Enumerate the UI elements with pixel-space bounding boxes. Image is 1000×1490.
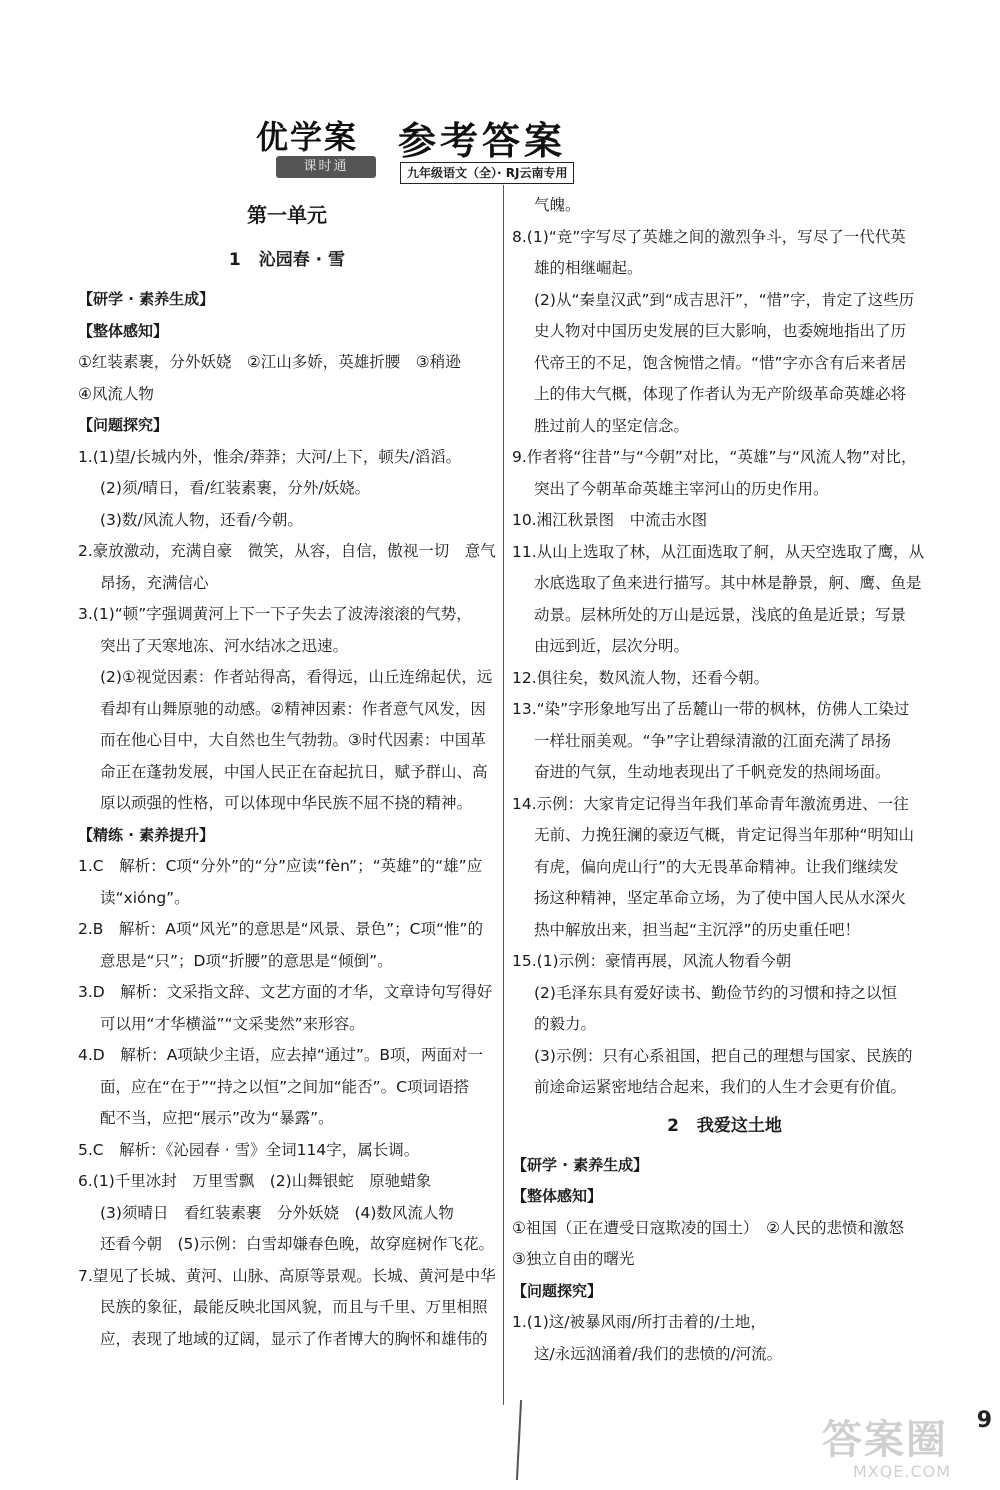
answer-line: 奋进的气氛，生动地表现出了千帆竞发的热闹场面。 xyxy=(534,763,891,781)
answer-line: 动景。层林所处的万山是远景，浅底的鱼是近景；写景 xyxy=(534,605,907,624)
book-subtitle: 九年级语文（全）· RJ云南专用 xyxy=(400,162,574,184)
page-header xyxy=(250,112,610,182)
answer-line: 13.“染”字形象地写出了岳麓山一带的枫林，仿佛人工染过 xyxy=(512,700,910,718)
answer-line: 读“xióng”。 xyxy=(100,888,190,907)
answer-line: 民族的象征，最能反映北国风貌，而且与千里、万里相照 xyxy=(100,1298,488,1316)
answer-line: 1.(1)这/被暴风雨/所打击着的/土地， xyxy=(512,1313,766,1331)
answer-line: 无前、力挽狂澜的豪迈气概，肯定记得当年那种“明知山 xyxy=(534,826,915,844)
answer-line: 热中解放出来，担当起“主沉浮”的历史重任吧！ xyxy=(534,920,861,939)
section-heading: 【整体感知】 xyxy=(512,1187,603,1205)
answer-line: 2.B 解析：A项“风光”的意思是“风景、景色”；C项“惟”的 xyxy=(78,920,484,938)
watermark-logo: 答案圈 xyxy=(822,1416,948,1463)
answer-line: 一样壮丽美观。“争”字让碧绿清澈的江面充满了昂扬 xyxy=(534,731,892,750)
answer-line: 3.D 解析：文采指文辞、文艺方面的才华，文章诗句写得好 xyxy=(78,983,493,1001)
watermark-url: MXQE.COM xyxy=(852,1462,952,1481)
answer-line: 2.豪放激动，充满自豪 微笑，从容，自信，傲视一切 意气 xyxy=(78,542,496,560)
answer-line: 意思是“只”；D项“折腰”的意思是“倾倒”。 xyxy=(100,951,393,970)
answer-line: 看却有山舞原驰的动感。②精神因素：作者意气风发，因 xyxy=(100,699,486,718)
answer-line: 12.俱往矣，数风流人物，还看今朝。 xyxy=(512,668,770,687)
answer-line: 上的伟大气概，体现了作者认为无产阶级革命英雄必将 xyxy=(534,385,907,403)
answer-line: (2)从“秦皇汉武”到“成吉思汗”，“惜”字，肯定了这些历 xyxy=(534,290,915,309)
answer-line: (3)示例：只有心系祖国，把自己的理想与国家、民族的 xyxy=(534,1046,913,1065)
answer-line: 14.示例：大家肯定记得当年我们革命青年激流勇进、一往 xyxy=(512,794,909,813)
lesson-title: 沁园春 · 雪 xyxy=(258,250,346,270)
lesson-number: 2 xyxy=(667,1115,679,1136)
section-heading: 【研学 · 素养生成】 xyxy=(512,1155,649,1174)
answer-line: 1.(1)望/长城内外，惟余/莽莽；大河/上下，顿失/滔滔。 xyxy=(78,447,462,466)
answer-line: (3)数/风流人物，还看/今朝。 xyxy=(100,510,303,529)
watermark xyxy=(822,1418,982,1482)
left-column xyxy=(78,190,496,1355)
answer-line: 15.(1)示例：豪情再展，风流人物看今朝 xyxy=(512,952,792,970)
section-heading: 【问题探究】 xyxy=(78,416,169,434)
answer-line: 3.(1)“顿”字强调黄河上下一下子失去了波涛滚滚的气势， xyxy=(78,605,472,623)
lesson-title: 我爱这土地 xyxy=(696,1115,782,1136)
answer-line: (2)①视觉因素：作者站得高，看得远，山丘连绵起伏，远 xyxy=(100,668,493,686)
answer-line: 有虎，偏向虎山行”的大无畏革命精神。让我们继续发 xyxy=(534,857,899,876)
answer-line: 5.C 解析：《沁园春 · 雪》全词114字，属长调。 xyxy=(78,1140,420,1159)
answer-line: 可以用“才华横溢”“文采斐然”来形容。 xyxy=(100,1014,365,1033)
answer-line: 配不当，应把“展示”改为“暴露”。 xyxy=(100,1109,334,1127)
answer-line: ④风流人物 xyxy=(78,384,154,403)
answer-line: 原以顽强的性格，可以体现中华民族不屈不挠的精神。 xyxy=(100,794,473,812)
answer-line: 4.D 解析：A项缺少主语，应去掉“通过”。B项，两面对一 xyxy=(78,1046,484,1064)
answer-line: 命正在蓬勃发展，中国人民正在奋起抗日，赋予群山、高 xyxy=(100,762,488,781)
right-column xyxy=(512,190,937,1370)
brand-logo: 优学案 xyxy=(256,118,359,156)
answer-line: 9.作者将“往昔”与“今朝”对比，“英雄”与“风流人物”对比， xyxy=(512,448,917,466)
answer-line: 的毅力。 xyxy=(534,1015,597,1033)
lesson-heading-1 xyxy=(78,238,496,282)
unit-heading: 第一单元 xyxy=(247,203,327,227)
answer-line: 代帝王的不足，饱含惋惜之情。“惜”字亦含有后来者居 xyxy=(534,353,907,372)
answer-line: 扬这种精神，坚定革命立场，为了使中国人民从水深火 xyxy=(534,889,907,907)
brand-subtitle: 课时通 xyxy=(276,156,376,178)
answer-line: 7.望见了长城、黄河、山脉、高原等景观。长城、黄河是中华 xyxy=(78,1266,496,1285)
answer-line: ①祖国（正在遭受日寇欺凌的国土） ②人民的悲愤和激怒 xyxy=(512,1218,905,1237)
answer-line: (2)须/晴日，看/红装素裹，分外/妖娆。 xyxy=(100,479,371,497)
answer-line: 突出了天寒地冻、河水结冰之迅速。 xyxy=(100,636,349,655)
answer-line: 面，应在“在于”“持之以恒”之间加“能否”。C项词语搭 xyxy=(100,1077,470,1096)
answer-line: 气魄。 xyxy=(534,196,581,214)
answer-line: ③独立自由的曙光 xyxy=(512,1250,635,1268)
answer-line: 8.(1)“竞”字写尽了英雄之间的激烈争斗，写尽了一代代英 xyxy=(512,227,906,246)
answer-line: 前途命运紧密地结合起来，我们的人生才会更有价值。 xyxy=(534,1078,907,1096)
answer-line: 昂扬，充满信心 xyxy=(100,573,209,592)
answer-line: 1.C 解析：C项“分外”的“分”应读“fèn”；“英雄”的“雄”应 xyxy=(78,857,483,875)
answer-line: 由远到近，层次分明。 xyxy=(534,637,690,655)
answer-line: 6.(1)千里冰封 万里雪飘 (2)山舞银蛇 原驰蜡象 xyxy=(78,1172,432,1190)
answer-line: 突出了今朝革命英雄主宰河山的历史作用。 xyxy=(534,479,829,498)
section-heading: 【研学 · 素养生成】 xyxy=(78,290,215,308)
answer-line: 胜过前人的坚定信念。 xyxy=(534,416,690,435)
answer-line: 应，表现了地域的辽阔，显示了作者博大的胸怀和雄伟的 xyxy=(100,1329,488,1348)
lesson-number: 1 xyxy=(228,250,241,270)
answer-line: 10.湘江秋景图 中流击水图 xyxy=(512,511,708,529)
page-number: 9 xyxy=(976,1408,992,1433)
page-title: 参考答案 xyxy=(398,118,567,163)
answer-line: 11.从山上选取了林，从江面选取了舸，从天空选取了鹰，从 xyxy=(512,542,925,561)
answer-line: ①红装素裹，分外妖娆 ②江山多娇，英雄折腰 ③稍逊 xyxy=(78,353,461,371)
answer-line: (3)须晴日 看红装素裹 分外妖娆 (4)数风流人物 xyxy=(100,1203,454,1222)
section-heading: 【精练 · 素养提升】 xyxy=(78,825,215,844)
answer-line: 这/永远汹涌着/我们的悲愤的/河流。 xyxy=(534,1344,783,1363)
section-heading: 【问题探究】 xyxy=(512,1281,603,1300)
answer-line: 水底选取了鱼来进行描写。其中林是静景，舸、鹰、鱼是 xyxy=(534,574,922,592)
section-heading: 【整体感知】 xyxy=(78,321,169,340)
answer-line: 还看今朝 (5)示例：白雪却嫌春色晚，故穿庭树作飞花。 xyxy=(100,1235,494,1253)
answer-line: 而在他心目中，大自然也生气勃勃。③时代因素：中国革 xyxy=(100,731,486,749)
answer-line: 史人物对中国历史发展的巨大影响，也委婉地指出了历 xyxy=(534,322,907,340)
lesson-heading-2 xyxy=(512,1104,937,1148)
column-divider xyxy=(503,185,504,1405)
pen-mark xyxy=(516,1400,522,1480)
answer-line: (2)毛泽东具有爱好读书、勤俭节约的习惯和持之以恒 xyxy=(534,983,897,1002)
answer-line: 雄的相继崛起。 xyxy=(534,259,643,277)
